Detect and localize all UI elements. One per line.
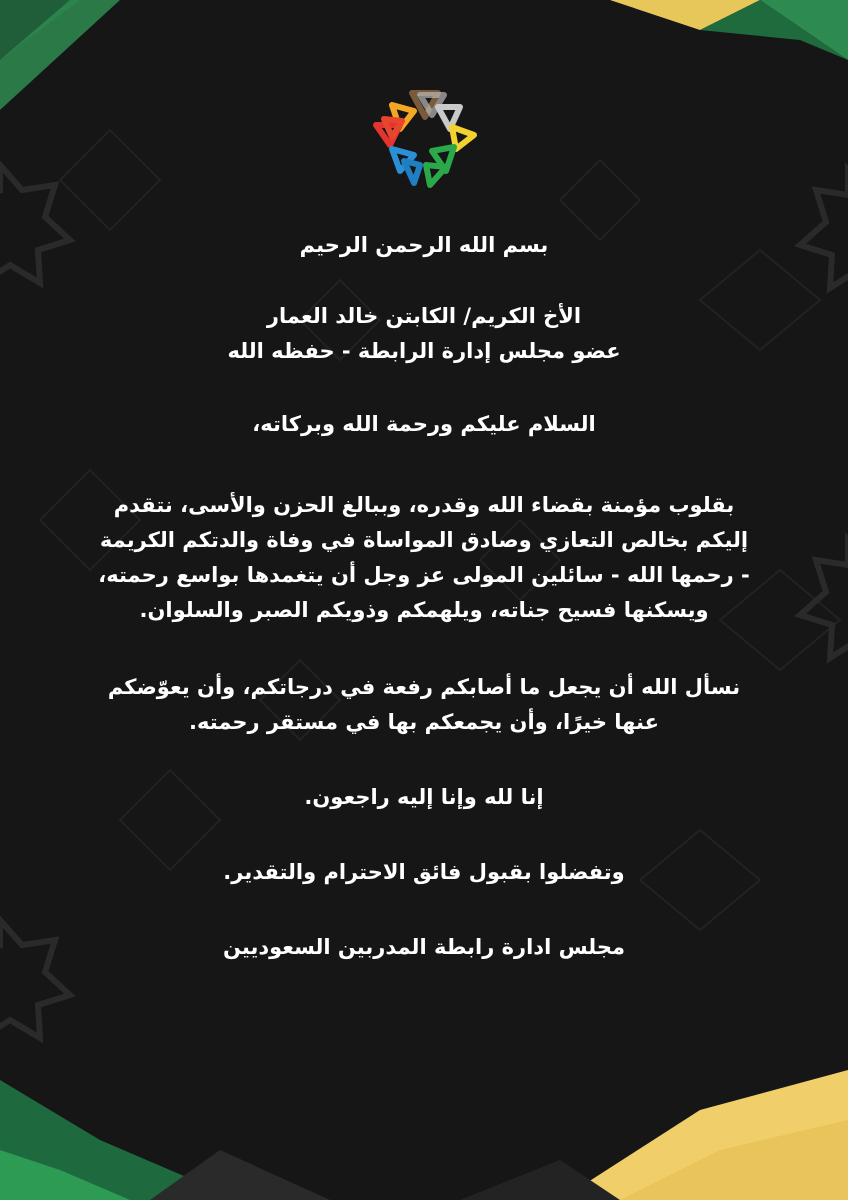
- paragraph-line: ويسكنها فسيح جناته، ويلهمكم وذويكم الصبر والسلوان.: [139, 598, 709, 622]
- prayer-paragraph: [40, 670, 808, 740]
- closing-line: وتفضلوا بقبول فائق الاحترام والتقدير.: [223, 860, 625, 884]
- paragraph-line: بقلوب مؤمنة بقضاء الله وقدره، وببالغ الحزن والأسى، نتقدم: [113, 493, 735, 517]
- logo-triangles-icon: [370, 85, 480, 195]
- greeting: السلام عليكم ورحمة الله وبركاته،: [252, 412, 596, 436]
- paragraph-line: عنها خيرًا، وأن يجمعكم بها في مستقر رحمته.: [189, 710, 659, 734]
- recipient-title: عضو مجلس إدارة الرابطة - حفظه الله: [227, 339, 621, 363]
- condolence-paragraph: [40, 488, 808, 628]
- paragraph-line: - رحمها الله - سائلين المولى عز وجل أن يتغمدها بواسع رحمته،: [98, 563, 750, 587]
- paragraph-line: نسأل الله أن يجعل ما أصابكم رفعة في درجاتكم، وأن يعوّضكم: [107, 675, 741, 699]
- recipient-name: الأخ الكريم/ الكابتن خالد العمار: [266, 304, 582, 328]
- paragraph-line: إليكم بخالص التعازي وصادق المواساة في وفاة والدتكم الكريمة: [99, 528, 749, 552]
- letter-body: [40, 232, 808, 961]
- signature: مجلس ادارة رابطة المدربين السعوديين: [222, 935, 625, 959]
- basmala: بسم الله الرحمن الرحيم: [299, 233, 549, 257]
- quran-verse: إنا لله وإنا إليه راجعون.: [304, 785, 544, 809]
- association-logo: [370, 85, 480, 195]
